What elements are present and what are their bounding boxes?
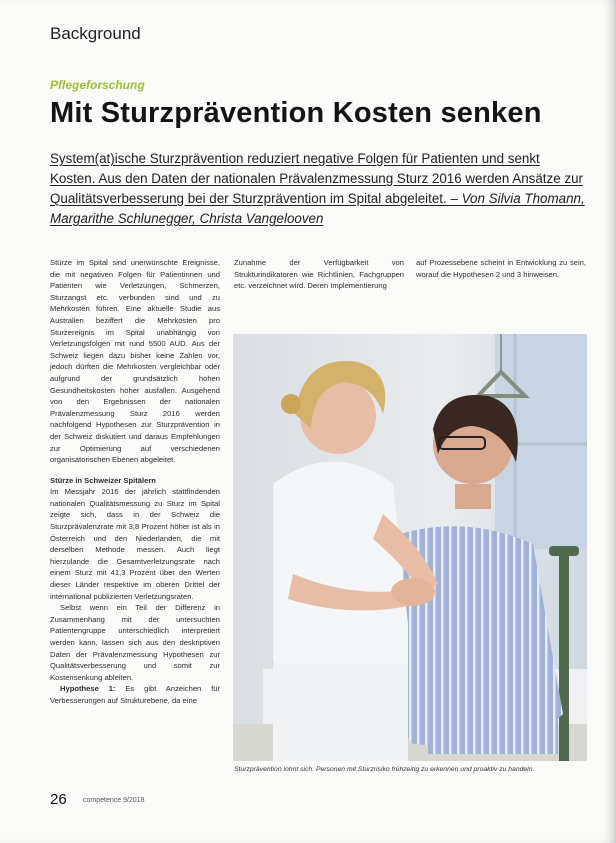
paragraph-intro: Stürze im Spital sind unerwünschte Ereignisse, die mit negativen Folgen für Patientinnen und Patienten wie Verletzungen, Schmerzen, Sturzangst etc. verbunden sind und zu Mehrkosten führen. Eine aktuelle Studie aus Australien beziffert die Mehrkosten pro Sturzereignis im Spital unabhängig von Verletzungsfolgen mit rund 5500 AUD. Aus der Schweiz liegen dazu bisher keine Zahlen vor, jedoch dürften die Mehrkosten vergleichbar oder aufgrund der grundsätzlich hohen Gesundheitskosten höher ausfallen. Ausgehend von den Ergebnissen der nationalen Prävalenzmessung Sturz 2016 werden nachfolgend Hypothesen zur Sturzprävention in der Schweiz diskutiert und daraus Empfehlungen zur Optimierung auf verschiedenen organisatorischen Ebenen abgeleitet. (50, 258, 220, 465)
hypothesis-label: Hypothese 1: (60, 684, 116, 694)
paragraph-hypothese-1 (50, 683, 220, 706)
article-photo (233, 334, 587, 761)
paragraph-differenz: Selbst wenn ein Teil der Differenz in Zusammenhang mit der untersuchten Patientengruppe unterschiedlich interpretiert werden kann, lassen sich aus den deskriptiven Daten der Prävalenzmessung Hypothesen zur Qualitätsverbesserung und somit zur Kostensenkung ableiten. (50, 603, 220, 682)
section-label: Background (50, 24, 141, 43)
article-kicker: Pflegeforschung (50, 78, 145, 92)
paragraph-messjahr: Im Messjahr 2016 der jährlich stattfindenden nationalen Qualitätsmessung zu Sturz im Spital zeigte sich, dass in der Schweiz die Sturzprävalenzrate mit 3,8 Prozent höher ist als in Österreich und den Niederlanden, die mit derselben Methode messen. Auch liegt hierzulande die Gesamtverletzungsrate nach einem Sturz mit 41,3 Prozent über den Werten dieser Länder respektive im oberen Drittel der international publizierten Verletzungsraten. (50, 487, 220, 601)
lead-text: System(at)ische Sturzprävention reduziert negative Folgen für Patienten und senkt Kosten. Aus den Daten der nationalen Prävalenzmessung Sturz 2016 werden Ansätze zur Qualitätsverbesserung bei der Sturzprävention im Spital abgeleitet. – (50, 151, 583, 206)
paragraph-col2: Zunahme der Verfügbarkeit von Strukturindikatoren wie Richtlinien, Fachgruppen etc. verzeichnet wird. Deren Implementierung (234, 258, 404, 291)
hypothesis-text: Es gibt Anzeichen für Verbesserungen auf Strukturebene, da eine (50, 684, 221, 705)
article-title: Mit Sturzprävention Kosten senken (50, 97, 542, 129)
photo-caption: Sturzprävention lohnt sich. Personen mit Sturzrisiko frühzeitig zu erkennen und proaktiv zu handeln. (234, 766, 535, 773)
journal-issue: competence 9/2018 (83, 797, 145, 804)
body-column-2 (234, 257, 404, 292)
lead-authors: Von Silvia Thomann, Margarithe Schlunegger, Christa Vangelooven (50, 191, 585, 226)
subheading-stuerze: Stürze in Schweizer Spitälern (50, 475, 156, 485)
article-lead (50, 149, 585, 229)
body-column-1 (50, 257, 220, 707)
page-number: 26 (50, 791, 67, 808)
body-column-3 (416, 257, 586, 280)
paragraph-col3: auf Prozessebene scheint in Entwicklung zu sein, worauf die Hypothesen 2 und 3 hinweisen. (416, 258, 586, 279)
